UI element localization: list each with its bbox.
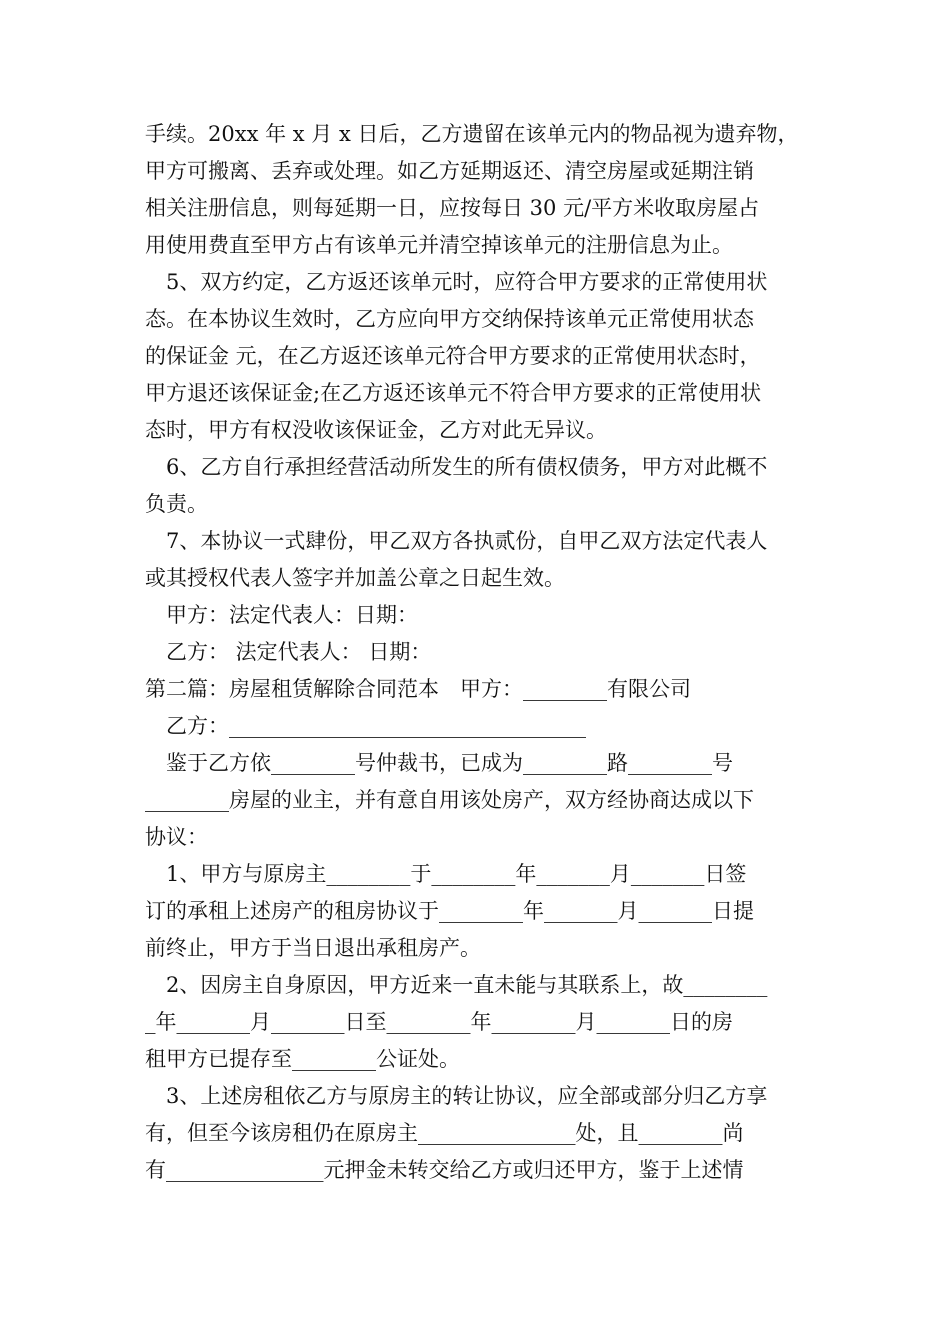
- text-line: 有，但至今该房租仍在原房主_______________处，且________尚: [145, 1121, 744, 1145]
- text-line: 甲方可搬离、丢弃或处理。如乙方延期返还、清空房屋或延期注销: [145, 159, 754, 183]
- party-a-signature-line: 甲方：法定代表人：日期：: [166, 603, 418, 627]
- text-line: 手续。20xx 年 x 月 x 日后，乙方遗留在该单元内的物品视为遗弃物，: [145, 122, 799, 146]
- clause-3-line: 3、上述房租依乙方与原房主的转让协议，应全部或部分归乙方享: [166, 1084, 768, 1108]
- text-line: 有_______________元押金未转交给乙方或归还甲方，鉴于上述情: [145, 1158, 744, 1182]
- document-body: [145, 116, 810, 1189]
- clause-1-line: 1、甲方与原房主________于________年_______月_______日签: [166, 862, 747, 886]
- text-line: ________房屋的业主，并有意自用该处房产，双方经协商达成以下: [145, 788, 754, 812]
- text-line: 或其授权代表人签字并加盖公章之日起生效。: [145, 566, 565, 590]
- clause-2-line: 2、因房主自身原因，甲方近来一直未能与其联系上，故________: [166, 973, 768, 997]
- text-line: 甲方退还该保证金;在乙方返还该单元不符合甲方要求的正常使用状: [145, 381, 762, 405]
- text-line: 态。在本协议生效时，乙方应向甲方交纳保持该单元正常使用状态: [145, 307, 754, 331]
- text-line: 态时，甲方有权没收该保证金，乙方对此无异议。: [145, 418, 607, 442]
- text-line: 的保证金 元，在乙方返还该单元符合甲方要求的正常使用状态时，: [145, 344, 761, 368]
- text-line: 用使用费直至甲方占有该单元并清空掉该单元的注册信息为止。: [145, 233, 733, 257]
- text-line: 负责。: [145, 492, 208, 516]
- text-line: 协议：: [145, 825, 208, 849]
- text-line: 租甲方已提存至________公证处。: [145, 1047, 460, 1071]
- party-b-signature-line: 乙方： 法定代表人： 日期：: [166, 640, 432, 664]
- text-line: 相关注册信息，则每延期一日，应按每日 30 元/平方米收取房屋占: [145, 196, 760, 220]
- clause-6-line: 6、乙方自行承担经营活动所发生的所有债权债务，甲方对此概不: [166, 455, 768, 479]
- preamble-line: 鉴于乙方依________号仲裁书，已成为________路________号: [166, 751, 733, 775]
- party-b-line: 乙方：__________________________________: [166, 714, 586, 738]
- clause-5-line: 5、双方约定，乙方返还该单元时，应符合甲方要求的正常使用状: [166, 270, 768, 294]
- section-heading: 第二篇：房屋租赁解除合同范本 甲方：________有限公司: [145, 677, 691, 701]
- text-line: 前终止，甲方于当日退出承租房产。: [145, 936, 481, 960]
- text-line: _年_______月_______日至________年________月_______日的房: [145, 1010, 733, 1034]
- clause-7-line: 7、本协议一式肆份，甲乙双方各执贰份，自甲乙双方法定代表人: [166, 529, 768, 553]
- text-line: 订的承租上述房产的租房协议于________年_______月_______日提: [145, 899, 754, 923]
